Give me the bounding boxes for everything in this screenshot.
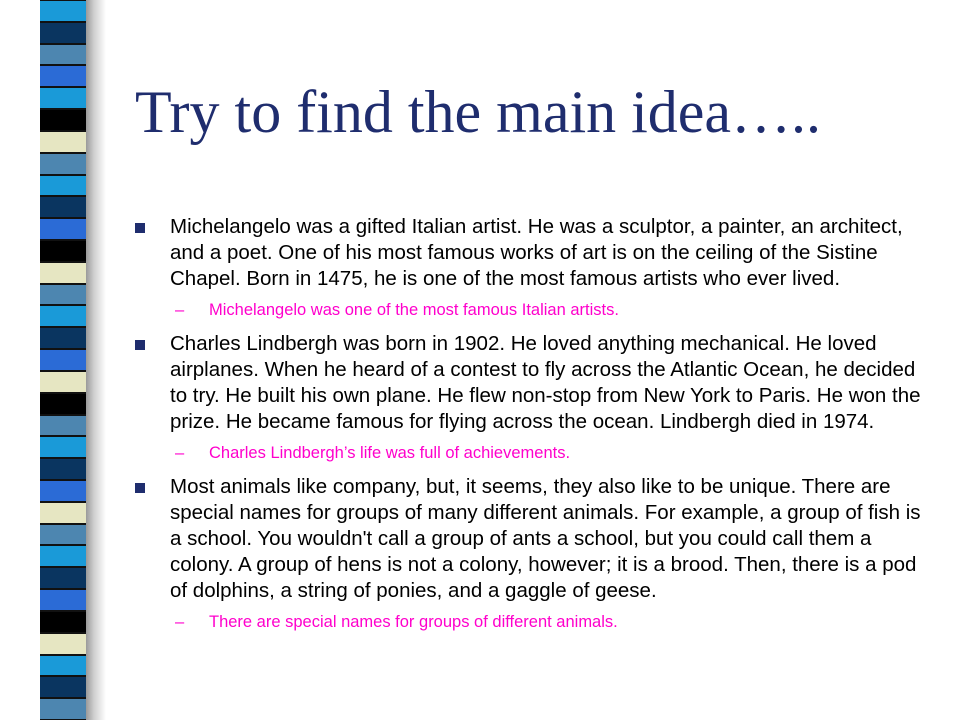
stripe-segment <box>40 371 86 393</box>
stripe-segment <box>40 698 86 720</box>
answer-text: Michelangelo was one of the most famous Italian artists. <box>209 301 619 319</box>
stripe-segment <box>40 153 86 175</box>
decorative-color-stripe <box>40 0 86 720</box>
stripe-segment <box>40 349 86 371</box>
stripe-segment <box>40 240 86 262</box>
stripe-segment <box>40 480 86 502</box>
stripe-segment <box>40 131 86 153</box>
list-item <box>135 474 935 633</box>
answer-text: Charles Lindbergh’s life was full of achievements. <box>209 444 571 462</box>
paragraph-text: Charles Lindbergh was born in 1902. He loved anything mechanical. He loved airplanes. When he heard of a contest to fly across the Atlantic Ocean, he decided to try. He built his own plane. He flew non-stop from New York to Paris. He won the prize. He became famous for flying across the ocean. Lindbergh died in 1974. <box>170 332 921 433</box>
bullet-paragraph <box>135 474 935 604</box>
stripe-segment <box>40 393 86 415</box>
stripe-segment <box>40 262 86 284</box>
stripe-segment <box>40 458 86 480</box>
dash-marker: – <box>175 301 185 319</box>
stripe-segment <box>40 284 86 306</box>
stripe-shadow <box>86 0 106 720</box>
stripe-segment <box>40 175 86 197</box>
square-bullet-icon <box>135 340 145 350</box>
stripe-segment <box>40 502 86 524</box>
stripe-segment <box>40 327 86 349</box>
bullet-list <box>135 214 935 643</box>
square-bullet-icon <box>135 483 145 493</box>
dash-marker: – <box>175 613 185 631</box>
list-item <box>135 331 935 464</box>
list-item <box>135 214 935 321</box>
main-idea-answer <box>135 299 935 321</box>
stripe-segment <box>40 676 86 698</box>
stripe-segment <box>40 196 86 218</box>
paragraph-text: Michelangelo was a gifted Italian artist. He was a sculptor, a painter, an architect, and a poet. One of his most famous works of art is on the ceiling of the Sistine Chapel. Born in 1475, he is one of the most famous artists who ever lived. <box>170 215 903 290</box>
answer-text: There are special names for groups of different animals. <box>209 613 618 631</box>
stripe-segment <box>40 415 86 437</box>
bullet-paragraph <box>135 214 935 292</box>
square-bullet-icon <box>135 223 145 233</box>
slide-title: Try to find the main idea….. <box>135 79 822 145</box>
stripe-segment <box>40 22 86 44</box>
stripe-segment <box>40 589 86 611</box>
stripe-segment <box>40 655 86 677</box>
stripe-segment <box>40 218 86 240</box>
bullet-paragraph <box>135 331 935 435</box>
stripe-segment <box>40 44 86 66</box>
stripe-segment <box>40 305 86 327</box>
paragraph-text: Most animals like company, but, it seems, they also like to be unique. There are special names for groups of many different animals. For example, a group of fish is a school. You wouldn't call a group of ants a school, but you could call them a colony. A group of hens is not a colony, however; it is a brood. Then, there is a pod of dolphins, a string of ponies, and a gaggle of geese. <box>170 475 921 602</box>
stripe-segment <box>40 611 86 633</box>
stripe-segment <box>40 65 86 87</box>
stripe-segment <box>40 436 86 458</box>
stripe-segment <box>40 545 86 567</box>
stripe-segment <box>40 524 86 546</box>
stripe-segment <box>40 633 86 655</box>
main-idea-answer <box>135 611 935 633</box>
stripe-segment <box>40 567 86 589</box>
stripe-segment <box>40 87 86 109</box>
stripe-segment <box>40 109 86 131</box>
main-idea-answer <box>135 442 935 464</box>
dash-marker: – <box>175 444 185 462</box>
stripe-segment <box>40 0 86 22</box>
